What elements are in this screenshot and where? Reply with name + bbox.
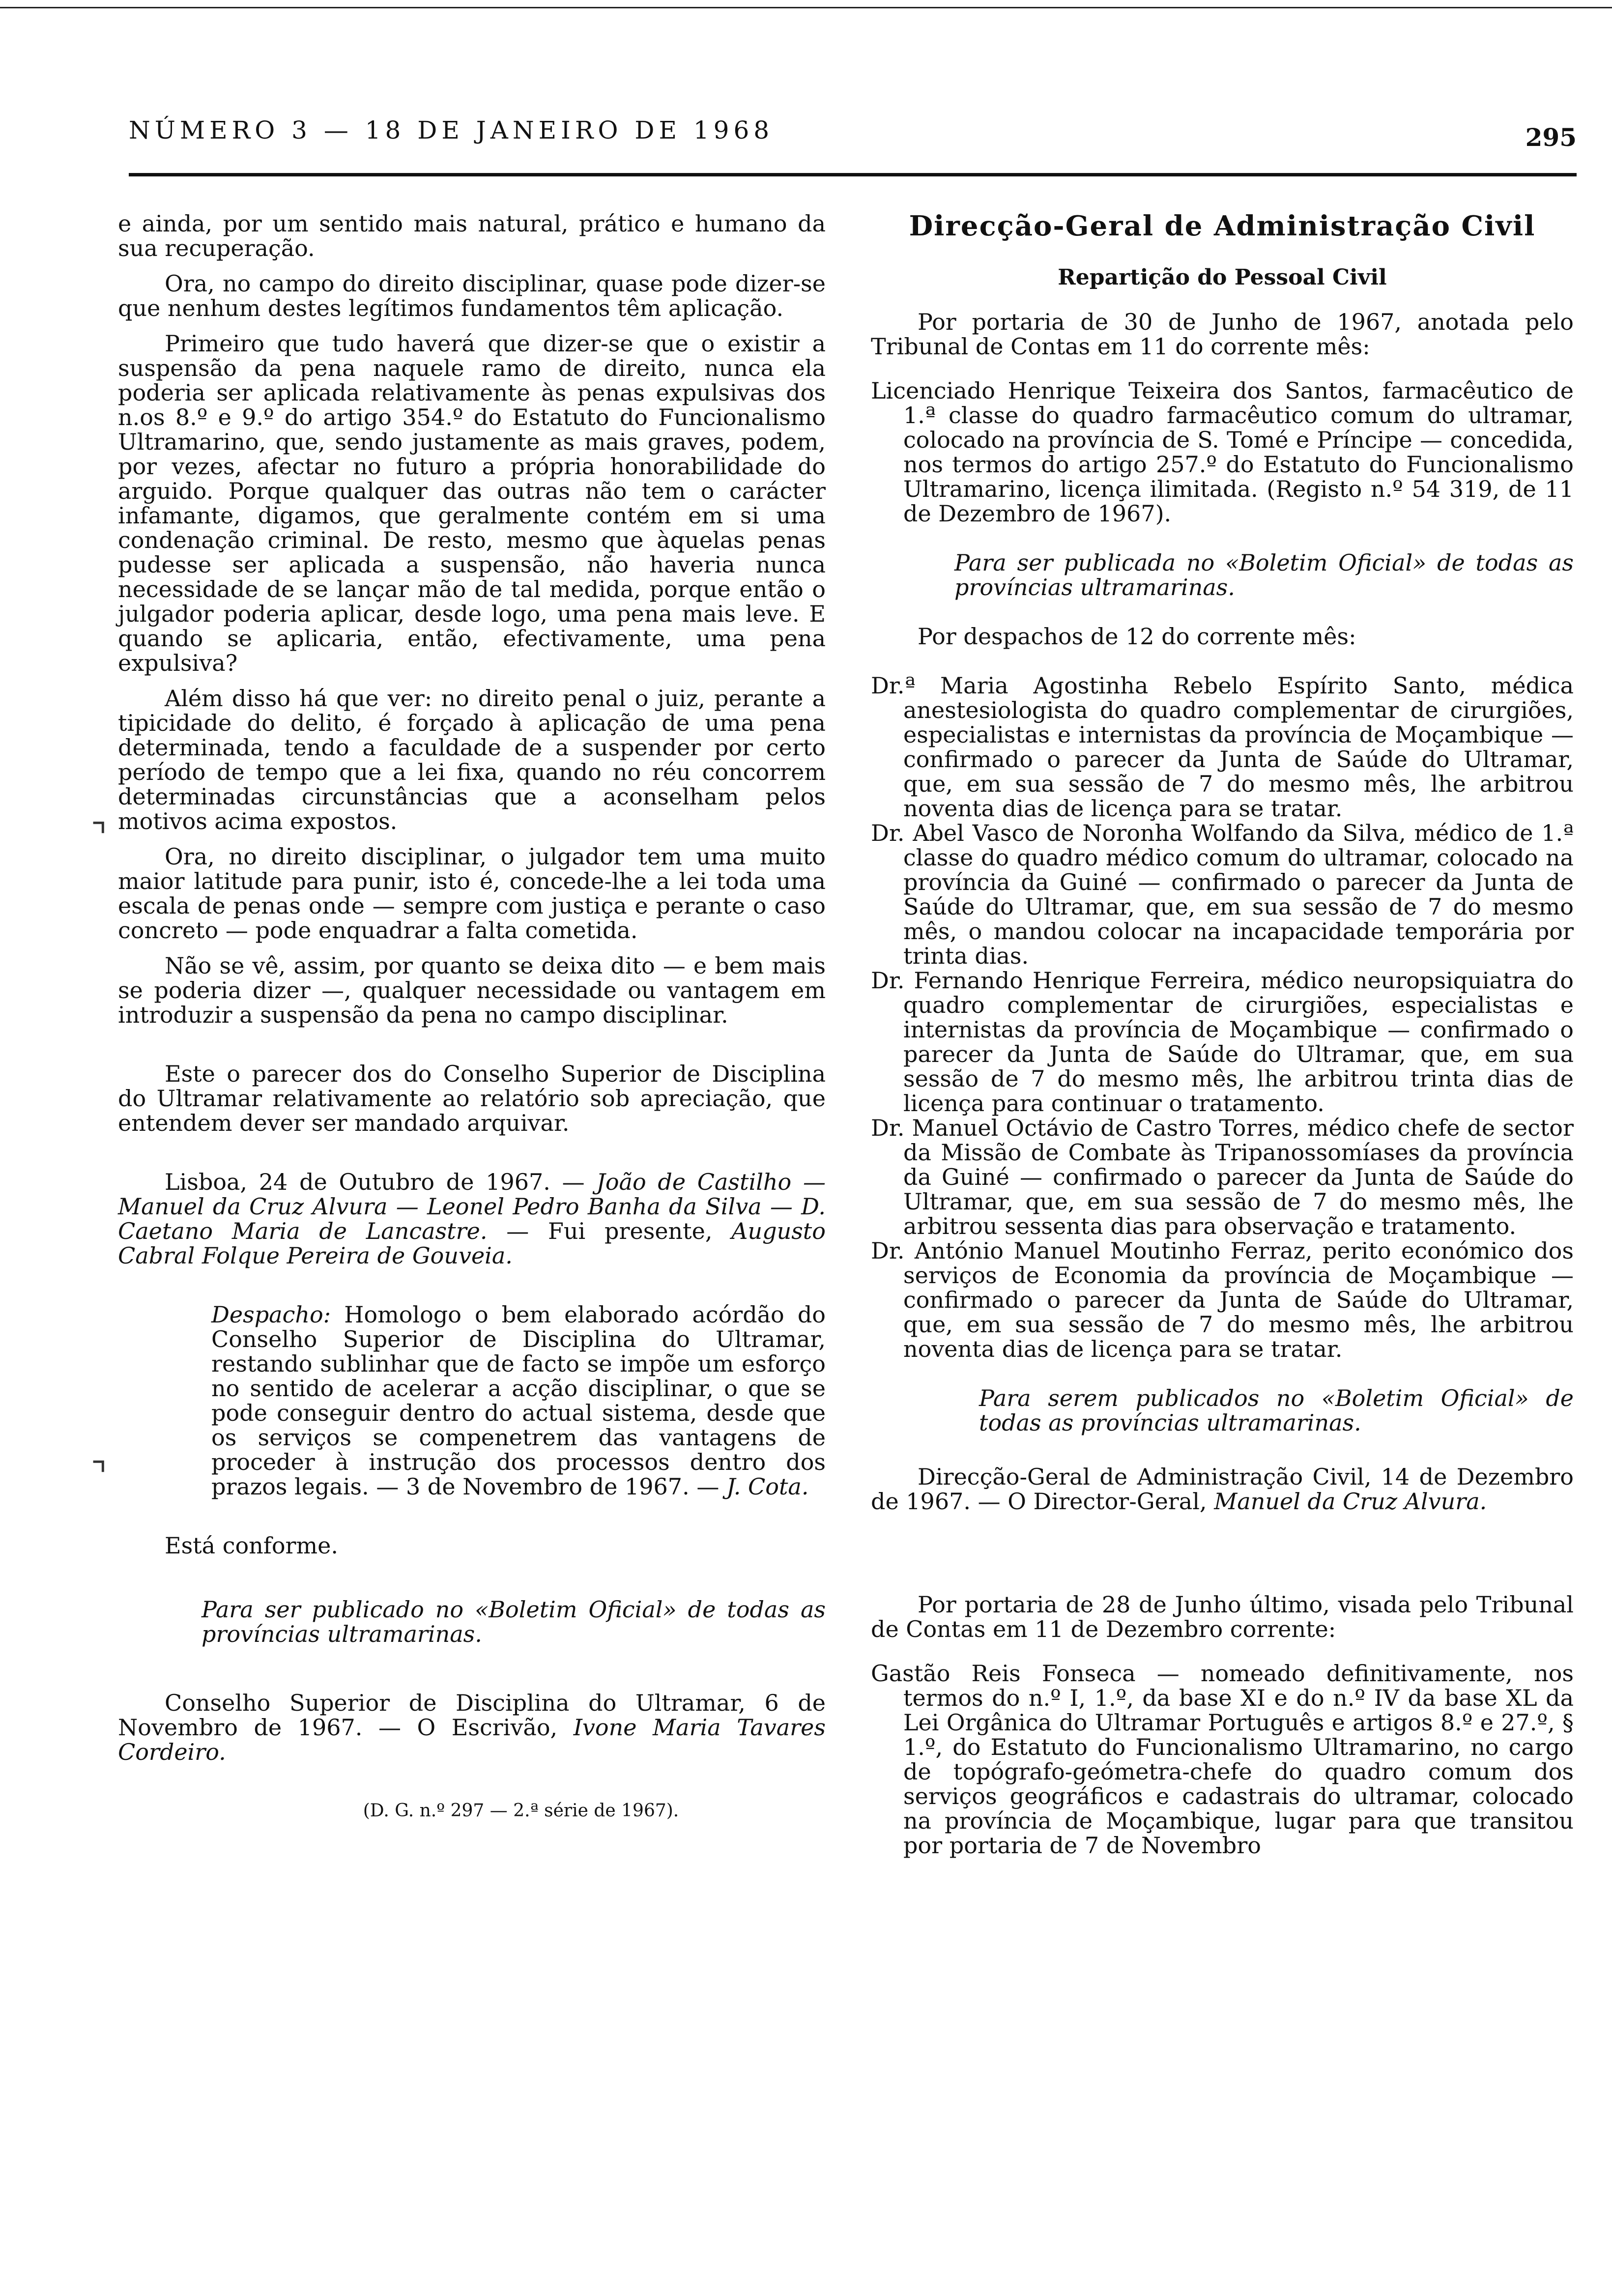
- list-item: Dr. Fernando Henrique Ferreira, médico neuropsiquiatra do quadro complementar de cirurgiões, especialistas e internistas da província de Moçambique — confirmado o parecer da Junta de Saúde do Ultramar, que, em sua sessão de 7 do mesmo mês, lhe arbitrou trinta dias de licença para continuar o tratamento.: [871, 967, 1574, 1117]
- paragraph: Por despachos de 12 do corrente mês:: [918, 623, 1356, 650]
- paragraph: Por portaria de 28 de Junho último, visada pelo Tribunal de Contas em 11 de Dezembro corrente:: [871, 1591, 1574, 1642]
- entries-list: [871, 673, 1574, 1361]
- paragraph: Primeiro que tudo haverá que dizer-se que o existir a suspensão da pena naquele ramo de direito, nunca ela poderia ser aplicada relativamente às penas expulsivas dos n.os 8.º e 9.º do artigo 354.º do Estatuto do Funcionalismo Ultramarino, que, sendo justamente as mais graves, podem, por vezes, afectar no futuro a própria honorabilidade do arguido. Porque qualquer das outras não tem o carácter infamante, digamos, que geralmente contém em si uma condenação criminal. De resto, mesmo que àquelas penas pudesse ser aplicada a suspensão, não haveria nunca necessidade de se lançar mão de tal medida, porque então o julgador poderia aplicar, desde logo, uma pena mais leve. E quando se aplicaria, então, efectivamente, uma pena expulsiva?: [118, 330, 826, 676]
- signature-tail: — Fui presente,: [487, 1218, 732, 1244]
- right-column: [871, 211, 1574, 1858]
- list-item: Gastão Reis Fonseca — nomeado definitivamente, nos termos do n.º I, 1.º, da base XI e do n.º IV da base XL da Lei Orgânica do Ultramar Português e artigos 8.º e 27.º, § 1.º, do Estatuto do Funcionalismo Ultramarino, no cargo de topógrafo-geómetra-chefe do quadro comum dos serviços geográficos e cadastrais do ultramar, colocado na província de Moçambique, lugar para que transitou por portaria de 7 de Novembro: [871, 1660, 1574, 1859]
- page-number: 295: [1525, 123, 1577, 152]
- despacho: [211, 1302, 826, 1499]
- closing-signer: Ivone Maria Tavares Cordeiro.: [118, 1714, 826, 1765]
- paragraph: Ora, no direito disciplinar, o julgador tem uma muito maior latitude para punir, isto é, concede-lhe a lei toda uma escala de penas onde — sempre com justiça e perante o caso concreto — pode enquadrar a falta cometida.: [118, 843, 826, 944]
- list-item: Licenciado Henrique Teixeira dos Santos, farmacêutico de 1.ª classe do quadro farmacêutico comum do ultramar, colocado na província de S. Tomé e Príncipe — concedida, nos termos do artigo 257.º do Estatuto do Funcionalismo Ultramarino, licença ilimitada. (Registo n.º 54 319, de 11 de Dezembro de 1967).: [871, 377, 1574, 527]
- publication-note: Para ser publicada no «Boletim Oficial» de todas as províncias ultramarinas.: [954, 549, 1574, 601]
- page-header: [129, 112, 1577, 151]
- paragraph: Ora, no campo do direito disciplinar, quase pode dizer-se que nenhum destes legítimos fundamentos têm aplicação.: [118, 270, 826, 321]
- margin-mark: ⌝: [91, 1455, 107, 1495]
- publication-note: Para serem publicados no «Boletim Oficial» de todas as províncias ultramarinas.: [979, 1385, 1574, 1436]
- closing-text: Direcção-Geral de Administração Civil, 14 de Dezembro de 1967. — O Director-Geral,: [871, 1464, 1574, 1515]
- closing-text: Conselho Superior de Disciplina do Ultramar, 6 de Novembro de 1967. — O Escrivão,: [118, 1690, 826, 1741]
- list-item: Dr. Manuel Octávio de Castro Torres, médico chefe de sector da Missão de Combate às Tripanossomíases da província da Guiné — confirmado o parecer da Junta de Saúde do Ultramar, que, em sua sessão de 7 do mesmo mês, lhe arbitrou sessenta dias para observação e tratamento.: [871, 1115, 1574, 1239]
- paragraph: Por portaria de 30 de Junho de 1967, anotada pelo Tribunal de Contas em 11 do corrente mês:: [871, 309, 1574, 360]
- signature-date: Lisboa, 24 de Outubro de 1967. —: [165, 1169, 597, 1195]
- issue-line: NÚMERO 3 — 18 DE JANEIRO DE 1968: [129, 116, 774, 144]
- list-item: Dr. António Manuel Moutinho Ferraz, perito económico dos serviços de Economia da província de Moçambique — confirmado o parecer da Junta de Saúde do Ultramar, que, em sua sessão de 7 do mesmo mês, lhe arbitrou noventa dias de licença para se tratar.: [871, 1237, 1574, 1362]
- paragraph: Não se vê, assim, por quanto se deixa dito — e bem mais se poderia dizer —, qualquer necessidade ou vantagem em introduzir a suspensão da pena no campo disciplinar.: [118, 952, 826, 1028]
- despacho-signer: J. Cota.: [726, 1473, 809, 1500]
- publication-note: Para ser publicado no «Boletim Oficial» de todas as províncias ultramarinas.: [202, 1596, 826, 1647]
- left-column: [118, 211, 826, 1823]
- closing-block: [118, 1691, 826, 1764]
- paragraph: Este o parecer dos do Conselho Superior de Disciplina do Ultramar relativamente ao relatório sob apreciação, que entendem dever ser mandado arquivar.: [118, 1061, 826, 1136]
- header-rule: [129, 173, 1577, 176]
- top-border: [0, 7, 1612, 8]
- source-reference: (D. G. n.º 297 — 2.ª série de 1967).: [363, 1801, 679, 1821]
- despacho-text: Homologo o bem elaborado acórdão do Conselho Superior de Disciplina do Ultramar, restando sublinhar que de facto se impõe um esforço no sentido de acelerar a acção disciplinar, o que se pode conseguir dentro do actual sistema, desde que os serviços se compenetrem das vantagens de proceder à instrução dos processos dentro dos prazos legais. — 3 de Novembro de 1967. —: [211, 1301, 826, 1500]
- closing-block: [871, 1464, 1574, 1514]
- despacho-label: Despacho:: [211, 1301, 331, 1328]
- section-subheading: Repartição do Pessoal Civil: [1058, 265, 1387, 290]
- signature-block: [118, 1170, 826, 1268]
- conforme-line: Está conforme.: [165, 1532, 338, 1559]
- paragraph: e ainda, por um sentido mais natural, prático e humano da sua recuperação.: [118, 210, 826, 261]
- signatory-last: Augusto Cabral Folque Pereira de Gouveia.: [118, 1218, 826, 1269]
- margin-mark: ⌝: [91, 816, 107, 856]
- signatories: João de Castilho — Manuel da Cruz Alvura — Leonel Pedro Banha da Silva — D. Caetano Maria de Lancastre.: [118, 1169, 826, 1244]
- paragraph: Além disso há que ver: no direito penal o juiz, perante a tipicidade do delito, é forçado à aplicação de uma pena determinada, tendo a faculdade de a suspender por certo período de tempo que a lei fixa, quando no réu concorrem determinadas circunstâncias que a aconselham pelos motivos acima expostos.: [118, 685, 826, 834]
- section-heading: Direcção-Geral de Administração Civil: [909, 210, 1536, 242]
- closing-signer: Manuel da Cruz Alvura.: [1214, 1488, 1487, 1515]
- list-item: Dr. Abel Vasco de Noronha Wolfando da Silva, médico de 1.ª classe do quadro médico comum do ultramar, colocado na província da Guiné — confirmado o parecer da Junta de Saúde do Ultramar, que, em sua sessão de 7 do mesmo mês, o mandou colocar na incapacidade temporária por trinta dias.: [871, 820, 1574, 969]
- list-item: Dr.ª Maria Agostinha Rebelo Espírito Santo, médica anestesiologista do quadro complementar de cirurgiões, especialistas e internistas da província de Moçambique — confirmado o parecer da Junta de Saúde do Ultramar, que, em sua sessão de 7 do mesmo mês, lhe arbitrou noventa dias de licença para se tratar.: [871, 672, 1574, 822]
